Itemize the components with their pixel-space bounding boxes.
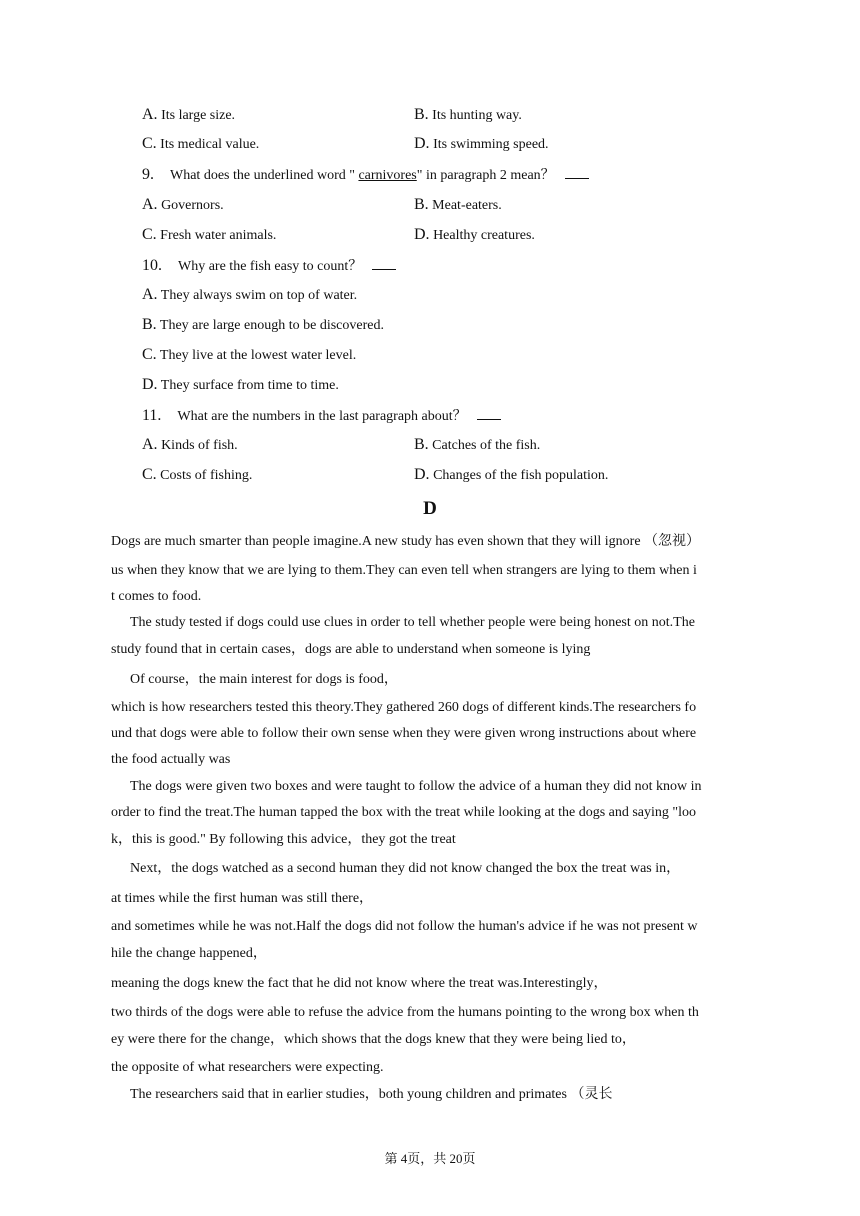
q9-option-a <box>142 195 224 216</box>
option-text: They surface from time to time. <box>157 378 339 393</box>
answer-blank[interactable] <box>372 255 396 270</box>
passage-line: k，this is good." By following this advice，they got the treat <box>111 832 456 847</box>
q11-option-a <box>142 435 238 456</box>
q10-option-a <box>142 285 357 306</box>
question-text: Why are the fish easy to count？ <box>178 259 363 274</box>
option-text: Its hunting way. <box>428 108 522 123</box>
q11-option-b <box>414 435 540 456</box>
passage-line: and sometimes while he was not.Half the dogs did not follow the human's advice if he was not present w <box>111 919 698 934</box>
option-text: Costs of fishing. <box>156 468 253 483</box>
q8-option-a <box>142 105 235 126</box>
answer-blank[interactable] <box>477 405 501 420</box>
question-number: 11. <box>142 407 162 424</box>
option-text: They always swim on top of water. <box>157 288 358 303</box>
option-text: Fresh water animals. <box>156 228 277 243</box>
underlined-word: carnivores <box>358 168 417 183</box>
page-footer: 第 4页，共 20页 <box>384 1151 476 1166</box>
question-text: What does the underlined word " <box>170 168 359 183</box>
option-text: Healthy creatures. <box>429 228 535 243</box>
passage-line: us when they know that we are lying to them.They can even tell when strangers are lying to them when i <box>111 563 697 578</box>
passage-line: at times while the first human was still there， <box>111 891 374 906</box>
passage-line: Dogs are much smarter than people imagine.A new study has even shown that they will ignore （忽视） <box>111 534 701 549</box>
q11-option-d <box>414 465 608 486</box>
passage-line: The dogs were given two boxes and were taught to follow the advice of a human they did not know in <box>130 779 702 794</box>
option-letter: D. <box>142 376 158 393</box>
q8-option-c <box>142 134 259 155</box>
q11-option-c <box>142 465 252 486</box>
passage-line: und that dogs were able to follow their own sense when they were given wrong instructions about where <box>111 726 697 741</box>
q9-option-d <box>414 225 535 246</box>
option-letter: A. <box>142 106 158 123</box>
q10-option-c <box>142 345 356 366</box>
passage-line: Next，the dogs watched as a second human they did not know changed the box the treat was in， <box>130 861 681 876</box>
option-text: Its medical value. <box>156 137 260 152</box>
option-text: Its large size. <box>157 108 236 123</box>
passage-line: two thirds of the dogs were able to refuse the advice from the humans pointing to the wrong box when th <box>111 1005 699 1020</box>
option-letter: C. <box>142 226 157 243</box>
option-letter: A. <box>142 286 158 303</box>
option-text: Changes of the fish population. <box>429 468 609 483</box>
option-text: Kinds of fish. <box>157 438 238 453</box>
option-letter: B. <box>414 436 429 453</box>
passage-line: The study tested if dogs could use clues in order to tell whether people were being honest on not.The <box>130 615 695 630</box>
option-text: Its swimming speed. <box>429 137 549 152</box>
option-letter: D. <box>414 466 430 483</box>
passage-line: Of course，the main interest for dogs is food， <box>130 672 398 687</box>
question-text-end: " in paragraph 2 mean？ <box>416 168 555 183</box>
q10-option-d <box>142 375 339 396</box>
passage-line: the opposite of what researchers were expecting. <box>111 1060 384 1075</box>
question-number: 9. <box>142 166 154 183</box>
passage-line: meaning the dogs knew the fact that he did not know where the treat was.Interestingly， <box>111 976 608 991</box>
passage-line: which is how researchers tested this theory.They gathered 260 dogs of different kinds.The researchers fo <box>111 700 697 715</box>
answer-blank[interactable] <box>565 164 589 179</box>
passage-line: study found that in certain cases，dogs are able to understand when someone is lying <box>111 642 591 657</box>
option-letter: C. <box>142 466 157 483</box>
option-letter: B. <box>414 106 429 123</box>
q10-stem <box>142 255 396 277</box>
option-text: Governors. <box>157 198 224 213</box>
option-letter: A. <box>142 196 158 213</box>
q9-option-c <box>142 225 276 246</box>
question-number: 10. <box>142 257 162 274</box>
section-title: D <box>423 498 437 519</box>
q10-option-b <box>142 315 384 336</box>
passage-line: ey were there for the change，which shows that the dogs knew that they were being lied to， <box>111 1032 636 1047</box>
option-text: Catches of the fish. <box>428 438 541 453</box>
option-text: They are large enough to be discovered. <box>156 318 384 333</box>
option-letter: D. <box>414 226 430 243</box>
option-letter: A. <box>142 436 158 453</box>
option-letter: D. <box>414 135 430 152</box>
q8-option-b <box>414 105 522 126</box>
passage-line: t comes to food. <box>111 589 202 604</box>
option-letter: B. <box>414 196 429 213</box>
option-text: They live at the lowest water level. <box>156 348 357 363</box>
option-text: Meat-eaters. <box>428 198 502 213</box>
option-letter: C. <box>142 135 157 152</box>
question-text: What are the numbers in the last paragraph about？ <box>177 409 467 424</box>
q8-option-d <box>414 134 549 155</box>
option-letter: C. <box>142 346 157 363</box>
passage-line: order to find the treat.The human tapped the box with the treat while looking at the dogs and saying "loo <box>111 805 697 820</box>
option-letter: B. <box>142 316 157 333</box>
passage-line: The researchers said that in earlier studies，both young children and primates （灵长 <box>130 1087 613 1102</box>
q11-stem <box>142 405 501 427</box>
passage-line: the food actually was <box>111 752 231 767</box>
q9-option-b <box>414 195 502 216</box>
passage-line: hile the change happened， <box>111 946 267 961</box>
q9-stem <box>142 164 589 186</box>
